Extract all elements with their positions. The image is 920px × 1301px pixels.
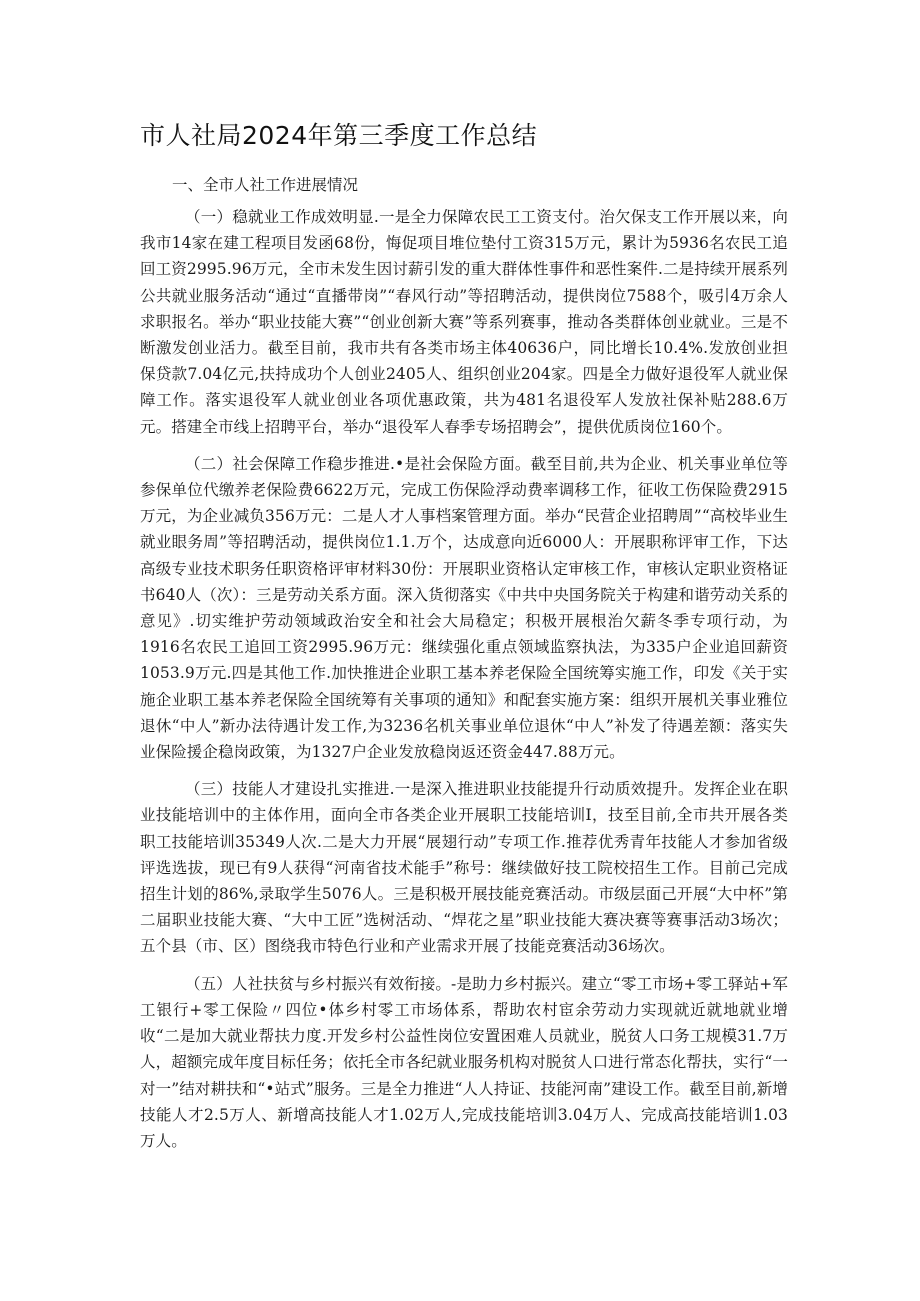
paragraph-rural-revitalization: （五）人社扶贫与乡村振兴有效衔接。-是助力乡村振兴。建立“零工市场+零工驿站+军工银行+零工保险〃四位•体乡村零工市场体系，帮助农村宦余劳动力实现就近就地就业增收“二是加大就业帮扶力度.开发乡村公益性岗位安置困难人员就业，脱贫人口务工规模31.7万人，超额完成年度目标任务；依托全市各纪就业服务机构对脱贫人口进行常态化帮扶，实行“一对一”结对耕扶和“•站式”服务。三是全力推进“人人持证、技能河南”建设工作。截至目前,新增技能人才2.5万人、新增高技能人才1.02万人,完成技能培训3.04万人、完成高技能培训1.03万人。	[140, 974, 788, 1150]
paragraph-employment: （一）稳就业工作成效明显.一是全力保障农民工工资支付。治欠保支工作开展以来，向我市14家在建工程项目发函68份，悔促项目堆位垫付工资315万元，累计为5936名农民工追回工资2995.96万元，全市未发生因讨薪引发的重大群体性事件和恶性案件.二是持续开展系列公共就业服务活动“通过“直播带岗”“春风行动”等招聘活动，提供岗位7588个，吸引4万余人求职报名。举办“职业技能大赛”“创业创新大赛”等系列赛事，推动各类群体创业就业。三是不断激发创业活力。截至目前，我市共有各类市场主体40636户，同比增长10.4%.发放创业担保贷款7.04亿元,扶持成功个人创业2405人、组织创业204家。四是全力做好退役军人就业保障工作。落实退役军人就业创业各项优惠政策，共为481名退役军人发放社保补贴288.6万元。搭建全市线上招聘平台，举办“退役军人春季专场招聘会”，提供优质岗位160个。	[140, 208, 788, 436]
section-heading: 一、全市人社工作进展情况	[172, 176, 359, 194]
paragraph-social-security: （二）社会保障工作稳步推进.•是社会保险方面。截至目前,共为企业、机关事业单位等参保单位代缴养老保险费6622万元，完成工伤保险浮动费率调移工作，征收工伤保险费2915万元，为企业减负356万元：二是人才人事档案管理方面。举办“民营企业招聘周”“高校毕业生就业眼务周”等招聘活动，提供岗位1.1.万个，达成意向近6000人：开展职称评审工作，下达高级专业技术职务任职资格评审材料30份：开展职业资格认定审核工作，审核认定职业资格证书640人（次）：三是劳动关系方面。深入货彻落实《中共中央国务院关于构建和谐劳动关系的意见》.切实维护劳动领域政治安全和社会大局稳定；积极开展根治欠薪冬季专项行动，为1916名农民工追回工资2995.96万元：继续强化重点领域监察执法，为335户企业追回薪资1053.9万元.四是其他工作.加快推进企业职工基本养老保险全国统筹实施工作，印发《关于实施企业职工基本养老保险全国统筹有关事项的通知》和配套实施方案：组织开展机关事业雅位退休“中人”新办法待遇计发工作,为3236名机关事业单位退休“中人”补发了待遇差额：落实失业保险援企稳岗政策，为1327户企业发放稳岗返还资金447.88万元。	[140, 454, 788, 762]
paragraph-skilled-talent: （三）技能人才建设扎实推进.一是深入推进职业技能提升行动质效提升。发挥企业在职业技能培训中的主体作用，面向全市各类企业开展职工技能培训I，技至目前,全市共开展各类职工技能培训35349人次.二是大力开展“展翅行动”专项工作.推荐优秀青年技能人才参加省级评选选拔，现已有9人获得“河南省技术能手”称号：继续做好技工院校招生工作。目前己完成招生计划的86%,录取学生5076人。三是积极开展技能竞赛活动。市级层面己开展“大中杯”第二届职业技能大赛、“大中工匠”选树活动、“焊花之星”职业技能大赛决赛等赛事活动3场次；五个县（市、区）图绕我市特色行业和产业需求开展了技能竞赛活动36场次。	[140, 780, 788, 956]
document-page	[140, 118, 788, 1165]
document-title: 市人社局2024年第三季度工作总结	[140, 121, 538, 150]
